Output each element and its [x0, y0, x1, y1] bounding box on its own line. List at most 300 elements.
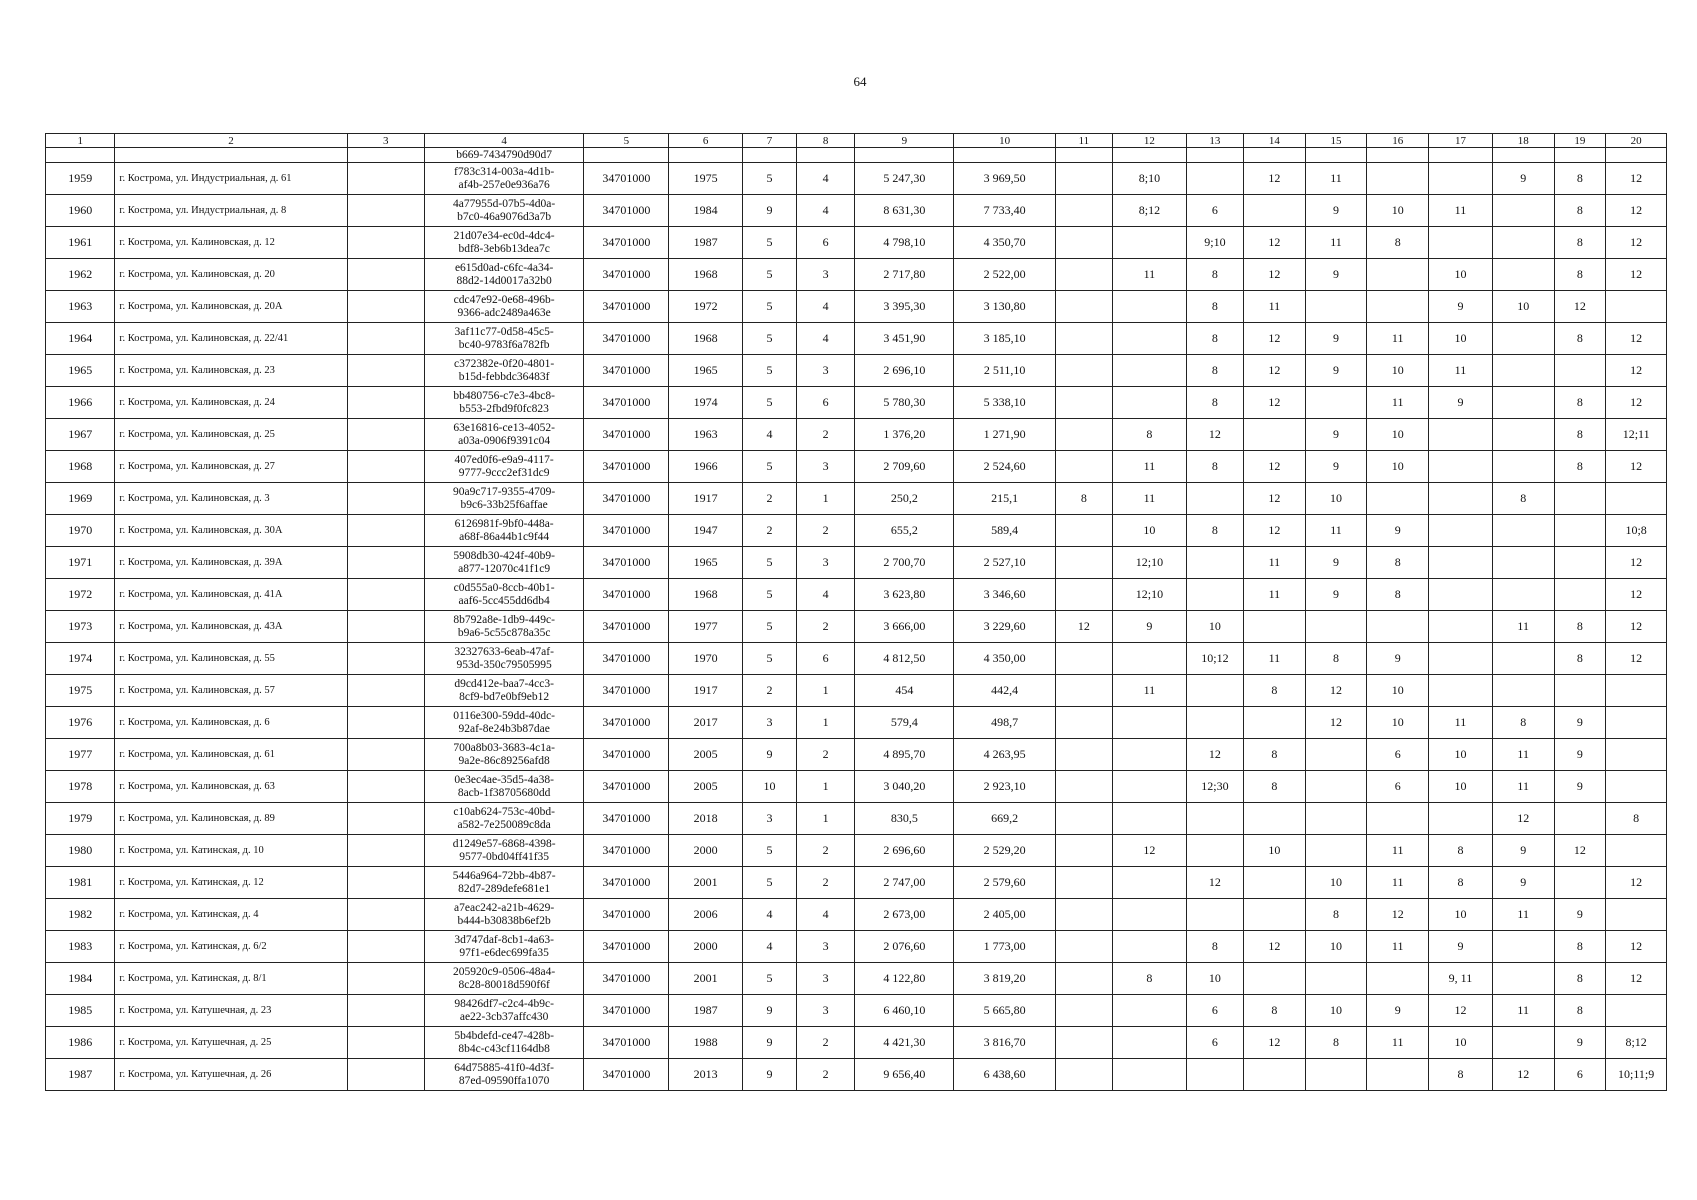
col-20-cell: 12: [1606, 323, 1667, 355]
col-18-cell: [1492, 675, 1554, 707]
table-row: [46, 259, 1667, 291]
empty-cell: [347, 611, 424, 643]
empty-cell: [347, 227, 424, 259]
col-18-cell: [1492, 323, 1554, 355]
col-14-cell: 11: [1244, 579, 1306, 611]
col-18-cell: [1492, 387, 1554, 419]
year-cell: 1975: [669, 163, 743, 195]
col-11-cell: [1055, 1027, 1112, 1059]
col-20-cell: [1606, 899, 1667, 931]
empty-cell: [347, 259, 424, 291]
col-18-cell: 12: [1492, 803, 1554, 835]
col-14-cell: [1244, 419, 1306, 451]
col-19-cell: [1554, 579, 1606, 611]
guid-cell: [424, 995, 584, 1027]
col-15-cell: [1305, 387, 1367, 419]
col-15-cell: 11: [1305, 163, 1367, 195]
address-cell: г. Кострома, ул. Катушечная, д. 25: [115, 1027, 347, 1059]
guid-part-1: 700a8b03-3683-4c1a-: [453, 741, 555, 754]
col-18-cell: 10: [1492, 291, 1554, 323]
guid-cell: [424, 515, 584, 547]
col-20-cell: [1606, 483, 1667, 515]
col-15-cell: 11: [1305, 515, 1367, 547]
col-19-cell: 8: [1554, 643, 1606, 675]
oktmo-cell: 34701000: [584, 867, 669, 899]
col-11-cell: [1055, 387, 1112, 419]
col-19-cell: [1554, 803, 1606, 835]
col-13-cell: 8: [1186, 451, 1243, 483]
entrances-cell: 2: [796, 739, 854, 771]
guid-part-2: 9366-adc2489a463e: [457, 306, 551, 319]
col-17-cell: 11: [1429, 195, 1493, 227]
column-number-cell: 10: [954, 134, 1055, 148]
col-20-cell: 12: [1606, 611, 1667, 643]
col-14-cell: 12: [1244, 387, 1306, 419]
col-15-cell: 8: [1305, 1027, 1367, 1059]
col-15-cell: 9: [1305, 547, 1367, 579]
empty-cell: [347, 867, 424, 899]
col-20-cell: 12: [1606, 643, 1667, 675]
row-number-cell: 1981: [46, 867, 115, 899]
col-13-cell: 10;12: [1186, 643, 1243, 675]
col-12-cell: 10: [1113, 515, 1187, 547]
oktmo-cell: 34701000: [584, 771, 669, 803]
area-total-cell: 2 747,00: [855, 867, 954, 899]
col-17-cell: 9, 11: [1429, 963, 1493, 995]
year-cell: 1970: [669, 643, 743, 675]
col-11-cell: [1055, 419, 1112, 451]
area-total-cell: 3 623,80: [855, 579, 954, 611]
floors-cell: 3: [743, 803, 797, 835]
table-row: [46, 195, 1667, 227]
area-living-cell: 1 773,00: [954, 931, 1055, 963]
col-11-cell: [1055, 451, 1112, 483]
empty-cell: [347, 739, 424, 771]
address-cell: г. Кострома, ул. Калиновская, д. 25: [115, 419, 347, 451]
col-13-cell: 12: [1186, 739, 1243, 771]
col-17-cell: 8: [1429, 835, 1493, 867]
year-cell: 1987: [669, 227, 743, 259]
col-19-cell: 8: [1554, 419, 1606, 451]
row-number-cell: 1959: [46, 163, 115, 195]
guid-cell: [424, 1059, 584, 1091]
column-number-cell: 15: [1305, 134, 1367, 148]
row-number-cell: 1972: [46, 579, 115, 611]
col-15-cell: 9: [1305, 355, 1367, 387]
area-total-cell: 2 076,60: [855, 931, 954, 963]
empty-cell: [347, 643, 424, 675]
empty-cell: [347, 579, 424, 611]
empty-cell: [347, 163, 424, 195]
year-cell: 1974: [669, 387, 743, 419]
empty-cell: [347, 483, 424, 515]
guid-part-1: 6126981f-9bf0-448a-: [454, 517, 554, 530]
entrances-cell: 2: [796, 835, 854, 867]
area-living-cell: 5 338,10: [954, 387, 1055, 419]
year-cell: 2005: [669, 771, 743, 803]
col-19-cell: 9: [1554, 739, 1606, 771]
col-15-cell: [1305, 835, 1367, 867]
entrances-cell: 3: [796, 931, 854, 963]
guid-part-1: 0116e300-59dd-40dc-: [453, 709, 556, 722]
column-number-cell: 20: [1606, 134, 1667, 148]
guid-part-2: a68f-86a44b1c9f44: [459, 530, 550, 543]
floors-cell: 5: [743, 611, 797, 643]
col-11-cell: [1055, 227, 1112, 259]
col-18-cell: [1492, 227, 1554, 259]
col-19-cell: [1554, 867, 1606, 899]
table-row: [46, 707, 1667, 739]
guid-cell: [424, 899, 584, 931]
col-18-cell: 9: [1492, 163, 1554, 195]
col-19-cell: [1554, 483, 1606, 515]
area-total-cell: 9 656,40: [855, 1059, 954, 1091]
floors-cell: 5: [743, 579, 797, 611]
col-16-cell: 11: [1367, 1027, 1429, 1059]
area-living-cell: 3 819,20: [954, 963, 1055, 995]
col-14-cell: 12: [1244, 227, 1306, 259]
year-cell: 2005: [669, 739, 743, 771]
table-row: [46, 323, 1667, 355]
col-16-cell: 9: [1367, 643, 1429, 675]
col-11-cell: [1055, 163, 1112, 195]
col-15-cell: [1305, 963, 1367, 995]
entrances-cell: 2: [796, 419, 854, 451]
col-16-cell: 6: [1367, 739, 1429, 771]
oktmo-cell: 34701000: [584, 419, 669, 451]
row-number-cell: 1969: [46, 483, 115, 515]
col-20-cell: [1606, 675, 1667, 707]
year-cell: 2001: [669, 963, 743, 995]
col-16-cell: 8: [1367, 227, 1429, 259]
guid-part-2: a582-7e250089c8da: [457, 818, 551, 831]
col-13-cell: [1186, 483, 1243, 515]
entrances-cell: 4: [796, 323, 854, 355]
floors-cell: 9: [743, 195, 797, 227]
col-18-cell: 9: [1492, 835, 1554, 867]
col-17-cell: [1429, 579, 1493, 611]
col-18-cell: 9: [1492, 867, 1554, 899]
col-14-cell: 8: [1244, 675, 1306, 707]
floors-cell: 5: [743, 547, 797, 579]
oktmo-cell: 34701000: [584, 675, 669, 707]
col-16-cell: 11: [1367, 931, 1429, 963]
floors-cell: 5: [743, 963, 797, 995]
col-19-cell: 8: [1554, 227, 1606, 259]
column-number-cell: 19: [1554, 134, 1606, 148]
col-17-cell: 11: [1429, 707, 1493, 739]
col-18-cell: [1492, 515, 1554, 547]
col-12-cell: 11: [1113, 483, 1187, 515]
guid-part-1: c10ab624-753c-40bd-: [453, 805, 555, 818]
col-15-cell: 10: [1305, 931, 1367, 963]
col-20-cell: 12: [1606, 355, 1667, 387]
col-20-cell: [1606, 995, 1667, 1027]
col-19-cell: 6: [1554, 1059, 1606, 1091]
col-18-cell: 11: [1492, 995, 1554, 1027]
col-11-cell: [1055, 259, 1112, 291]
floors-cell: 9: [743, 739, 797, 771]
address-cell: г. Кострома, ул. Калиновская, д. 43А: [115, 611, 347, 643]
guid-part-1: 21d07e34-ec0d-4dc4-: [453, 229, 555, 242]
empty-cell: [347, 355, 424, 387]
table-row: [46, 387, 1667, 419]
col-15-cell: 12: [1305, 675, 1367, 707]
row-number-cell: 1974: [46, 643, 115, 675]
col-12-cell: [1113, 931, 1187, 963]
col-14-cell: 12: [1244, 259, 1306, 291]
entrances-cell: 3: [796, 995, 854, 1027]
col-11-cell: [1055, 739, 1112, 771]
col-19-cell: 8: [1554, 931, 1606, 963]
col-20-cell: 12: [1606, 451, 1667, 483]
col-17-cell: 8: [1429, 867, 1493, 899]
guid-cell: [424, 419, 584, 451]
area-total-cell: 3 040,20: [855, 771, 954, 803]
guid-cell: [424, 547, 584, 579]
col-12-cell: 8: [1113, 419, 1187, 451]
year-cell: 1965: [669, 355, 743, 387]
col-12-cell: 11: [1113, 451, 1187, 483]
entrances-cell: 2: [796, 1027, 854, 1059]
guid-cell: [424, 355, 584, 387]
col-20-cell: 12: [1606, 547, 1667, 579]
guid-part-1: 205920c9-0506-48a4-: [453, 965, 556, 978]
area-living-cell: 3 816,70: [954, 1027, 1055, 1059]
floors-cell: 2: [743, 515, 797, 547]
col-11-cell: [1055, 803, 1112, 835]
col-12-cell: [1113, 995, 1187, 1027]
guid-cell: [424, 163, 584, 195]
entrances-cell: 2: [796, 515, 854, 547]
col-16-cell: [1367, 291, 1429, 323]
entrances-cell: 1: [796, 675, 854, 707]
year-cell: 2018: [669, 803, 743, 835]
col-11-cell: [1055, 771, 1112, 803]
guid-part-2: af4b-257e0e936a76: [458, 178, 550, 191]
col-13-cell: [1186, 899, 1243, 931]
guid-part-2: b7c0-46a9076d3a7b: [457, 210, 552, 223]
column-number-cell: 4: [424, 134, 584, 148]
col-19-cell: 9: [1554, 707, 1606, 739]
oktmo-cell: 34701000: [584, 483, 669, 515]
area-living-cell: 2 923,10: [954, 771, 1055, 803]
col-14-cell: 12: [1244, 931, 1306, 963]
oktmo-cell: 34701000: [584, 547, 669, 579]
oktmo-cell: 34701000: [584, 803, 669, 835]
col-13-cell: [1186, 547, 1243, 579]
guid-cell: [424, 963, 584, 995]
area-total-cell: 454: [855, 675, 954, 707]
col-12-cell: 8;12: [1113, 195, 1187, 227]
guid-part-1: f783c314-003a-4d1b-: [453, 165, 555, 178]
col-13-cell: 10: [1186, 611, 1243, 643]
area-total-cell: 250,2: [855, 483, 954, 515]
entrances-cell: 1: [796, 483, 854, 515]
col-17-cell: 9: [1429, 291, 1493, 323]
guid-cell: [424, 611, 584, 643]
floors-cell: 2: [743, 675, 797, 707]
table-row: [46, 611, 1667, 643]
table-row: [46, 163, 1667, 195]
col-17-cell: 10: [1429, 1027, 1493, 1059]
area-living-cell: 1 271,90: [954, 419, 1055, 451]
year-cell: 1966: [669, 451, 743, 483]
area-living-cell: 3 346,60: [954, 579, 1055, 611]
guid-cell: [424, 739, 584, 771]
col-20-cell: 12: [1606, 963, 1667, 995]
col-14-cell: 12: [1244, 1027, 1306, 1059]
col-11-cell: [1055, 643, 1112, 675]
year-cell: 2000: [669, 931, 743, 963]
col-20-cell: 12: [1606, 163, 1667, 195]
col-13-cell: 6: [1186, 195, 1243, 227]
guid-part-2: 97f1-e6dec699fa35: [459, 946, 549, 959]
guid-cell: [424, 931, 584, 963]
guid-part-2: b9c6-33b25f6affae: [460, 498, 548, 511]
area-living-cell: 3 185,10: [954, 323, 1055, 355]
col-14-cell: [1244, 899, 1306, 931]
empty-cell: [347, 515, 424, 547]
col-11-cell: [1055, 899, 1112, 931]
oktmo-cell: 34701000: [584, 1059, 669, 1091]
col-17-cell: 12: [1429, 995, 1493, 1027]
col-13-cell: 8: [1186, 323, 1243, 355]
guid-part-2: bdf8-3eb6b13dea7c: [458, 242, 550, 255]
col-12-cell: 11: [1113, 259, 1187, 291]
table-row: [46, 771, 1667, 803]
col-15-cell: 8: [1305, 643, 1367, 675]
column-number-cell: 6: [669, 134, 743, 148]
area-total-cell: 4 895,70: [855, 739, 954, 771]
col-16-cell: [1367, 803, 1429, 835]
oktmo-cell: 34701000: [584, 899, 669, 931]
guid-part-2: b444-b30838b6ef2b: [457, 914, 551, 927]
table-row: [46, 419, 1667, 451]
year-cell: 1972: [669, 291, 743, 323]
area-total-cell: 2 696,10: [855, 355, 954, 387]
guid-cell: [424, 259, 584, 291]
area-living-cell: 2 529,20: [954, 835, 1055, 867]
row-number-cell: 1986: [46, 1027, 115, 1059]
address-cell: г. Кострома, ул. Катушечная, д. 26: [115, 1059, 347, 1091]
col-15-cell: 9: [1305, 451, 1367, 483]
col-17-cell: [1429, 803, 1493, 835]
col-18-cell: [1492, 643, 1554, 675]
area-living-cell: 3 969,50: [954, 163, 1055, 195]
col-16-cell: 6: [1367, 771, 1429, 803]
floors-cell: 2: [743, 483, 797, 515]
oktmo-cell: 34701000: [584, 227, 669, 259]
guid-cell: [424, 643, 584, 675]
address-cell: г. Кострома, ул. Индустриальная, д. 61: [115, 163, 347, 195]
address-cell: г. Кострома, ул. Калиновская, д. 61: [115, 739, 347, 771]
col-14-cell: 11: [1244, 643, 1306, 675]
col-20-cell: 8;12: [1606, 1027, 1667, 1059]
guid-part-1: 4a77955d-07b5-4d0a-: [453, 197, 556, 210]
col-14-cell: [1244, 1059, 1306, 1091]
empty-cell: [347, 931, 424, 963]
address-cell: г. Кострома, ул. Калиновская, д. 22/41: [115, 323, 347, 355]
col-15-cell: [1305, 611, 1367, 643]
col-17-cell: 10: [1429, 771, 1493, 803]
col-15-cell: 9: [1305, 195, 1367, 227]
column-number-cell: 7: [743, 134, 797, 148]
col-14-cell: 10: [1244, 835, 1306, 867]
col-16-cell: [1367, 483, 1429, 515]
col-14-cell: 11: [1244, 291, 1306, 323]
table-row: [46, 227, 1667, 259]
column-number-cell: 12: [1113, 134, 1187, 148]
oktmo-cell: 34701000: [584, 451, 669, 483]
guid-part-2: 8acb-1f38705680dd: [457, 786, 551, 799]
col-20-cell: 12: [1606, 227, 1667, 259]
floors-cell: 10: [743, 771, 797, 803]
empty-cell: [347, 1059, 424, 1091]
address-cell: г. Кострома, ул. Калиновская, д. 57: [115, 675, 347, 707]
row-number-cell: 1975: [46, 675, 115, 707]
area-living-cell: 4 263,95: [954, 739, 1055, 771]
entrances-cell: 1: [796, 771, 854, 803]
oktmo-cell: 34701000: [584, 739, 669, 771]
col-17-cell: [1429, 483, 1493, 515]
col-13-cell: [1186, 163, 1243, 195]
col-17-cell: [1429, 675, 1493, 707]
address-cell: г. Кострома, ул. Калиновская, д. 27: [115, 451, 347, 483]
guid-cell: [424, 483, 584, 515]
col-18-cell: [1492, 547, 1554, 579]
floors-cell: 4: [743, 931, 797, 963]
col-17-cell: [1429, 611, 1493, 643]
col-20-cell: 12: [1606, 387, 1667, 419]
col-17-cell: 10: [1429, 739, 1493, 771]
col-13-cell: 6: [1186, 995, 1243, 1027]
row-number-cell: 1970: [46, 515, 115, 547]
oktmo-cell: 34701000: [584, 1027, 669, 1059]
column-number-cell: 18: [1492, 134, 1554, 148]
col-13-cell: 8: [1186, 387, 1243, 419]
col-11-cell: 12: [1055, 611, 1112, 643]
table-row: [46, 803, 1667, 835]
guid-part-1: 64d75885-41f0-4d3f-: [454, 1061, 554, 1074]
col-16-cell: 11: [1367, 387, 1429, 419]
col-19-cell: 8: [1554, 995, 1606, 1027]
register-table: [45, 133, 1667, 1091]
guid-part-1: bb480756-c7e3-4bc8-: [453, 389, 555, 402]
entrances-cell: 1: [796, 707, 854, 739]
area-total-cell: 2 709,60: [855, 451, 954, 483]
col-17-cell: [1429, 227, 1493, 259]
row-number-cell: 1963: [46, 291, 115, 323]
area-total-cell: 4 421,30: [855, 1027, 954, 1059]
guid-part-1: c0d555a0-8ccb-40b1-: [453, 581, 555, 594]
col-17-cell: 10: [1429, 259, 1493, 291]
col-16-cell: 10: [1367, 451, 1429, 483]
col-15-cell: 9: [1305, 323, 1367, 355]
col-16-cell: 10: [1367, 707, 1429, 739]
col-17-cell: [1429, 547, 1493, 579]
col-20-cell: 10;8: [1606, 515, 1667, 547]
oktmo-cell: 34701000: [584, 995, 669, 1027]
column-number-cell: 11: [1055, 134, 1112, 148]
row-number-cell: 1965: [46, 355, 115, 387]
guid-cell: [424, 579, 584, 611]
year-cell: 2000: [669, 835, 743, 867]
entrances-cell: 4: [796, 163, 854, 195]
col-18-cell: [1492, 579, 1554, 611]
entrances-cell: 6: [796, 387, 854, 419]
col-11-cell: [1055, 515, 1112, 547]
